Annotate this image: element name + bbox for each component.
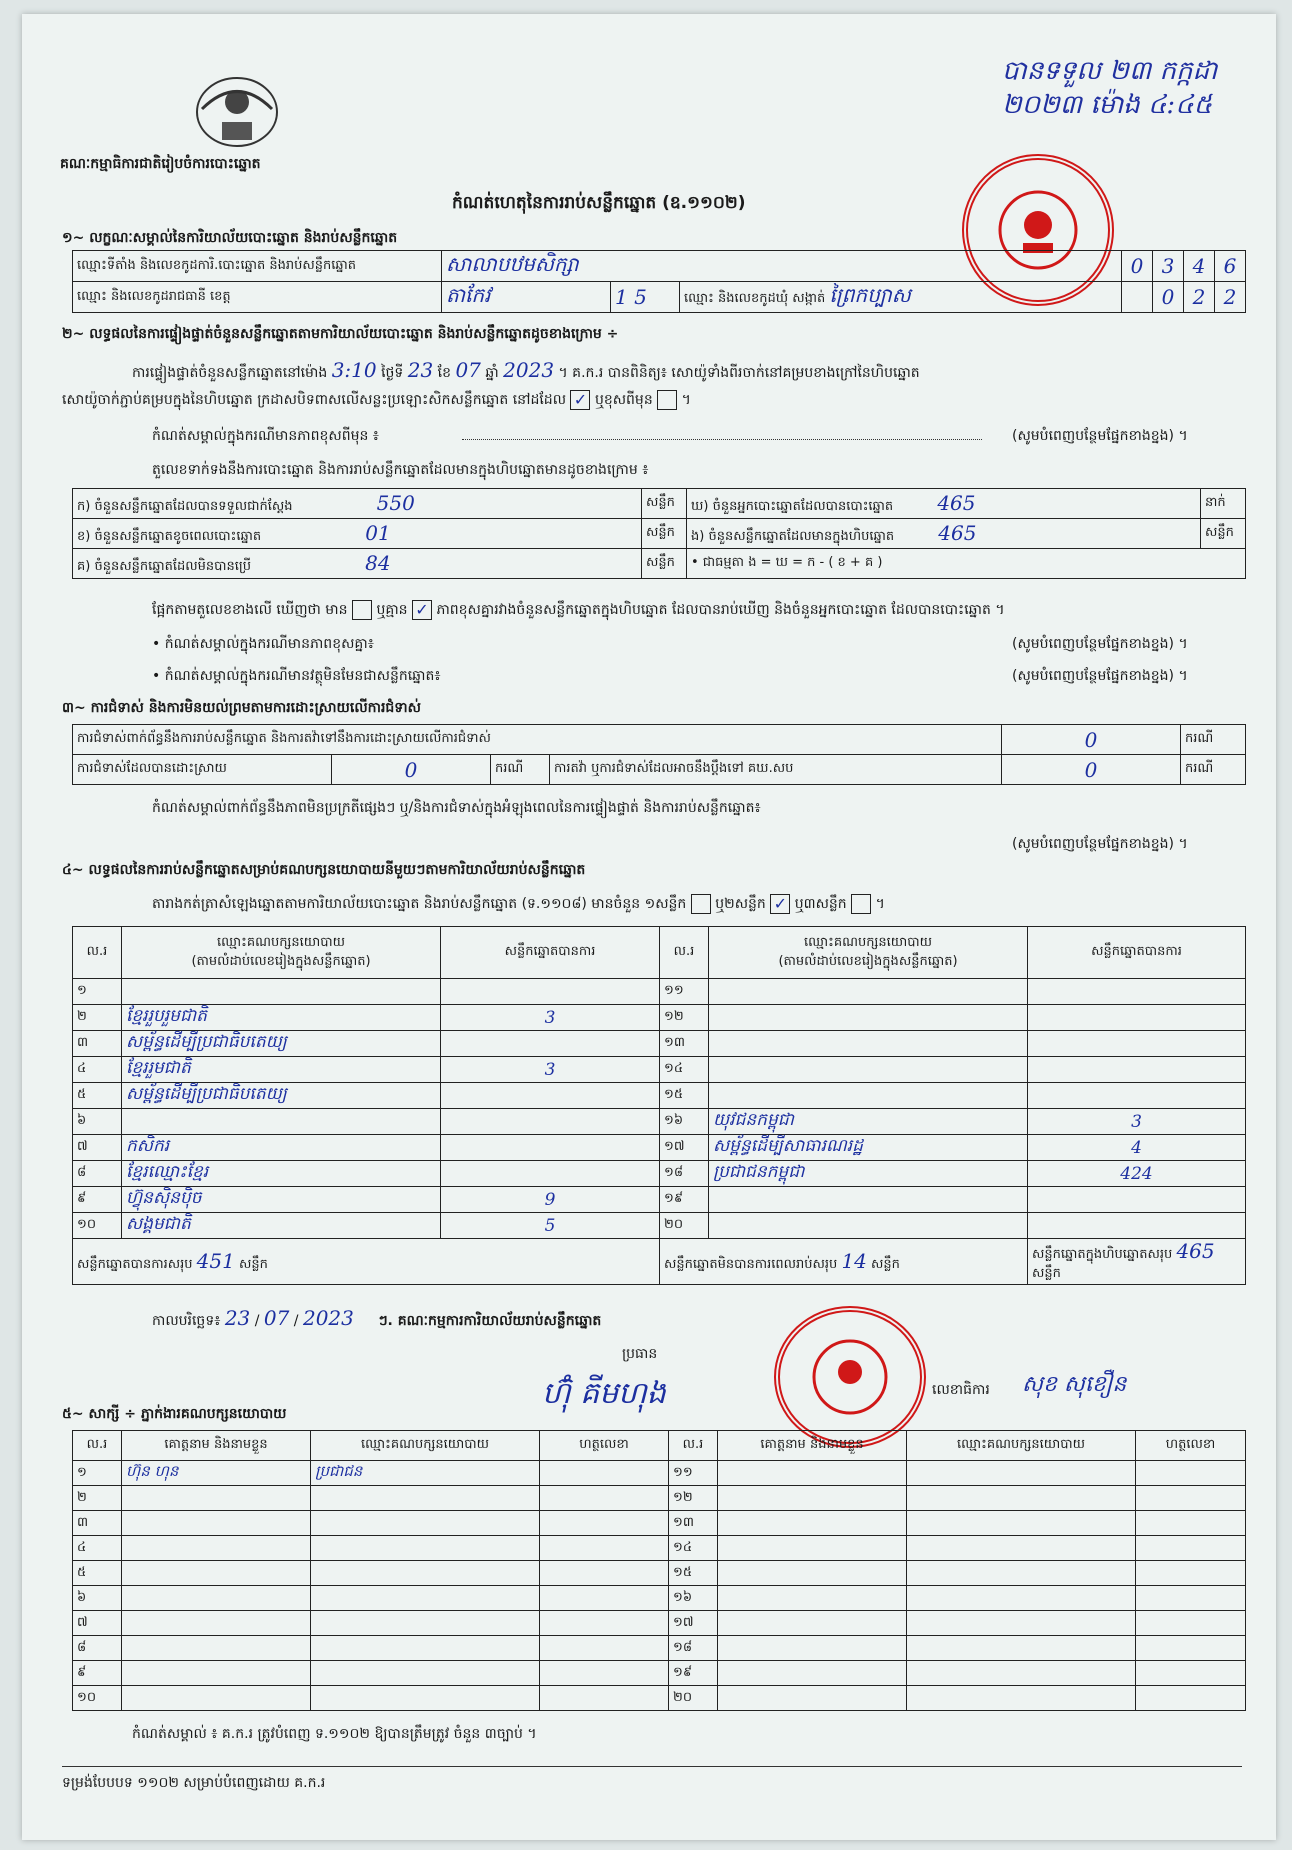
verification-month: 07 <box>455 358 481 382</box>
witness-no: ១៨ <box>669 1636 718 1661</box>
spoiled-value: 01 <box>365 520 391 545</box>
date-year: 2023 <box>302 1306 354 1330</box>
witness-party <box>907 1661 1136 1686</box>
witness-party <box>907 1461 1136 1486</box>
total-invalid-label: សន្លឹកឆ្នោតមិនបានការពេលរាប់សរុប <box>664 1256 838 1272</box>
witness-row <box>73 1586 1246 1611</box>
site-code-4: 6 <box>1215 251 1246 282</box>
commune-code-3: 2 <box>1215 282 1246 313</box>
voters-label: ឃ) ចំនួនអ្នកបោះឆ្នោតដែលបានបោះឆ្នោត <box>691 498 894 514</box>
site-code-3: 4 <box>1184 251 1215 282</box>
result-no: ២ <box>73 1005 122 1031</box>
unused-value: 84 <box>365 550 391 575</box>
result-party <box>709 1057 1028 1083</box>
section1-table <box>72 250 1246 313</box>
org-name: គណៈកម្មាធិការជាតិរៀបចំការបោះឆ្នោត <box>60 156 261 172</box>
figures-intro: តួលេខទាក់ទងនឹងការបោះឆ្នោត និងការរាប់សន្លឹកឆ្នោតដែលមានក្នុងហិបឆ្នោតមានដូចខាងក្រោម ៖ <box>152 462 649 478</box>
witness-signature <box>540 1511 669 1536</box>
result-party <box>709 1031 1028 1057</box>
verification-year: 2023 <box>503 358 555 382</box>
figures-table <box>72 488 1246 579</box>
commune-code-2: 2 <box>1184 282 1215 313</box>
verification-time-label: ការផ្ទៀងផ្ទាត់ចំនួនសន្លឹកឆ្នោតនៅម៉ោង <box>132 365 328 381</box>
witness-row <box>73 1536 1246 1561</box>
witness-row <box>73 1511 1246 1536</box>
site-code-1: 0 <box>1122 251 1153 282</box>
result-votes <box>441 1161 660 1187</box>
province-code: 1 5 <box>611 282 680 313</box>
witness-no: ២០ <box>669 1686 718 1711</box>
in-box-label: ង) ចំនួនសន្លឹកឆ្នោតដែលមានក្នុងហិបឆ្នោត <box>691 528 895 544</box>
witness-signature <box>540 1611 669 1636</box>
date-line: កាលបរិច្ឆេទ៖ 23 / 07 / 2023 ៗ. គណៈកម្មការការិយាល័យរាប់សន្លឹកឆ្នោត <box>152 1306 602 1330</box>
result-votes <box>1028 979 1246 1005</box>
section2-heading: ២~ លទ្ធផលនៃការផ្ទៀងផ្ទាត់ចំនួនសន្លឹកឆ្នោតតាមការិយាល័យបោះឆ្នោត និងរាប់សន្លឹកឆ្នោតដូចខាងក្រោម ÷ <box>62 326 619 342</box>
commune-code-1: 0 <box>1153 282 1184 313</box>
witness-signature <box>1136 1661 1246 1686</box>
total-valid-value: 451 <box>196 1248 235 1273</box>
result-no: ១៦ <box>660 1109 709 1135</box>
result-no: ១១ <box>660 979 709 1005</box>
committee-stamp <box>774 1306 926 1448</box>
witness-name <box>122 1561 311 1586</box>
verification-line2: សោយ៉ូចាក់ភ្ជាប់គម្របក្នុងនៃហិបឆ្នោត ក្រដាសបិទពាសលើសន្លះប្រឡោះសិកសន្លឹកឆ្នោត នៅដដែល ✓ ឬខុសពីមុន ។ <box>62 390 691 409</box>
col-no-right: ល.រ <box>660 927 709 979</box>
verification-line1 <box>132 358 1242 384</box>
result-votes: 3 <box>1028 1109 1246 1135</box>
witness-name <box>122 1486 311 1511</box>
result-no: ១៤ <box>660 1057 709 1083</box>
col-votes-left: សន្លឹកឆ្នោតបានការ <box>441 927 660 979</box>
results-row <box>73 1135 1246 1161</box>
tally-two-label: ឬ២សន្លឹក <box>715 896 766 912</box>
witness-party <box>907 1686 1136 1711</box>
spoiled-label: ខ) ចំនួនសន្លឹកឆ្នោតខូចពេលបោះឆ្នោត <box>77 528 262 544</box>
verification-line2-text: សោយ៉ូចាក់ភ្ជាប់គម្របក្នុងនៃហិបឆ្នោត ក្រដាសបិទពាសលើសន្លះប្រឡោះសិកសន្លឹកឆ្នោត នៅដដែល <box>62 392 567 408</box>
w-col-no-left: ល.រ <box>73 1431 122 1461</box>
result-party <box>709 1187 1028 1213</box>
witness-signature <box>1136 1536 1246 1561</box>
unused-unit: សន្លឹក <box>642 549 687 579</box>
total-valid-label: សន្លឹកឆ្នោតបានការសរុប <box>77 1256 193 1272</box>
witness-name <box>718 1486 907 1511</box>
witness-no: ១៦ <box>669 1586 718 1611</box>
result-party: សម្ព័ន្ធដើម្បីប្រជាធិបតេយ្យ <box>122 1031 441 1057</box>
date-label: កាលបរិច្ឆេទ៖ <box>152 1313 221 1329</box>
section4-heading: ៤~ លទ្ធផលនៃការរាប់សន្លឹកឆ្នោតសម្រាប់គណបក្សនយោបាយនីមួយៗតាមការិយាល័យរាប់សន្លឹកឆ្នោត <box>62 862 586 878</box>
objections-total-label: ការជំទាស់ពាក់ព័ន្ធនឹងការរាប់សន្លឹកឆ្នោត និងការតវ៉ាទៅនឹងការដោះស្រាយលើការជំទាស់ <box>73 725 1002 755</box>
col-party-left-sub: (តាមលំដាប់លេខរៀងក្នុងសន្លឹកឆ្នោត) <box>191 953 371 969</box>
result-party: កសិករ <box>122 1135 441 1161</box>
result-votes: 5 <box>441 1213 660 1239</box>
witness-no: ១៤ <box>669 1536 718 1561</box>
witness-name <box>122 1536 311 1561</box>
witness-party <box>311 1661 540 1686</box>
witness-party <box>311 1561 540 1586</box>
result-votes <box>1028 1031 1246 1057</box>
secretary-label: លេខាធិការ <box>932 1382 990 1398</box>
verification-day-label: ថ្ងៃទី <box>381 365 404 381</box>
section3-heading: ៣~ ការជំទាស់ និងការមិនយល់ព្រមតាមការដោះស្រាយលើការជំទាស់ <box>62 700 421 716</box>
tally-one-label: តារាងកត់ត្រាសំឡេងឆ្នោតតាមការិយាល័យបោះឆ្នោត និងរាប់សន្លឹកឆ្នោត (ទ.១១០៨) មានចំនួន ១សន្លឹក <box>152 896 687 912</box>
result-votes <box>1028 1057 1246 1083</box>
witness-name <box>718 1561 907 1586</box>
result-votes <box>441 1031 660 1057</box>
results-row <box>73 1031 1246 1057</box>
witness-party <box>311 1611 540 1636</box>
difference-yes-label: ផ្អែកតាមតួលេខខាងលើ ឃើញថា មាន <box>152 602 348 618</box>
results-row <box>73 1005 1246 1031</box>
difference-tail: ភាពខុសគ្នារវាងចំនួនសន្លឹកឆ្នោតក្នុងហិបឆ្នោត ដែលបានរាប់ឃើញ និងចំនួនអ្នកបោះឆ្នោត ដែលបានបោះឆ្នោត ។ <box>436 602 1005 618</box>
province-value: តាកែវ <box>442 282 611 313</box>
witness-name <box>718 1611 907 1636</box>
witness-party <box>311 1636 540 1661</box>
commune-label: ឈ្មោះ និងលេខកូដឃុំ សង្កាត់ <box>684 291 826 306</box>
date-month: 07 <box>263 1306 290 1330</box>
in-box-value: 465 <box>938 520 977 545</box>
result-no: ១២ <box>660 1005 709 1031</box>
result-party <box>709 1005 1028 1031</box>
col-party-right-sub: (តាមលំដាប់លេខរៀងក្នុងសន្លឹកឆ្នោត) <box>778 953 958 969</box>
irregularity-note: កំណត់សម្គាល់ពាក់ព័ន្ធនឹងភាពមិនប្រក្រតីផ្សេងៗ ឬ/និងការជំទាស់ក្នុងអំឡុងពេលនៃការផ្ទៀងផ្ទាត់ និងការរាប់សន្លឹកឆ្នោត៖ <box>152 800 761 816</box>
col-party-right-title: ឈ្មោះគណបក្សនយោបាយ <box>804 934 932 950</box>
witness-name <box>122 1586 311 1611</box>
witness-table <box>72 1430 1246 1711</box>
result-no: ៧ <box>73 1135 122 1161</box>
tally-three-label: ឬ៣សន្លឹក <box>794 896 847 912</box>
result-party: សម្ព័ន្ធដើម្បីសាធារណរដ្ឋ <box>709 1135 1028 1161</box>
witness-name <box>122 1611 311 1636</box>
witness-row <box>73 1661 1246 1686</box>
result-party <box>709 1083 1028 1109</box>
resolved-unit: ករណី <box>491 755 550 785</box>
w-col-sign-right: ហត្ថលេខា <box>1136 1431 1246 1461</box>
results-row <box>73 1213 1246 1239</box>
results-row <box>73 1109 1246 1135</box>
resolved-value: 0 <box>332 755 491 785</box>
total-box-label: សន្លឹកឆ្នោតក្នុងហិបឆ្នោតសរុប <box>1032 1247 1173 1262</box>
witness-row <box>73 1686 1246 1711</box>
witness-signature <box>1136 1611 1246 1636</box>
objections-total-unit: ករណី <box>1181 725 1246 755</box>
verification-line1-tail: ។ គ.ក.រ បានពិនិត្យ៖ សោយ៉ូទាំងពីរចាក់នៅគម្របខាងក្រៅនៃហិបឆ្នោត <box>558 365 920 381</box>
col-party-left <box>122 927 441 979</box>
received-unit: សន្លឹក <box>642 489 687 519</box>
witness-no: ១២ <box>669 1486 718 1511</box>
witness-signature <box>540 1686 669 1711</box>
resolved-label: ការជំទាស់ដែលបានដោះស្រាយ <box>73 755 332 785</box>
witness-party <box>907 1536 1136 1561</box>
result-no: ៨ <box>73 1161 122 1187</box>
witness-no: ១៣ <box>669 1511 718 1536</box>
witness-name <box>718 1686 907 1711</box>
witness-party <box>907 1511 1136 1536</box>
verification-year-label: ឆ្នាំ <box>485 365 499 381</box>
fill-back-note-4: (សូមបំពេញបន្ថែមផ្នែកខាងខ្នង) ។ <box>1012 836 1188 852</box>
document-page <box>22 14 1276 1840</box>
witness-signature <box>540 1536 669 1561</box>
result-party: ខ្មែររួមជាតិ <box>122 1057 441 1083</box>
witness-party <box>311 1586 540 1611</box>
result-party: ហ៊្វុនស៊ិនប៉ិច <box>122 1187 441 1213</box>
appeal-label: ការតវ៉ា ឬការជំទាស់ដែលអាចនឹងប្តឹងទៅ គឃ.សប <box>550 755 1002 785</box>
result-party <box>709 1213 1028 1239</box>
result-party: យុវជនកម្ពុជា <box>709 1109 1028 1135</box>
results-row <box>73 979 1246 1005</box>
witness-signature <box>1136 1561 1246 1586</box>
tally-two-checkbox[interactable]: ✓ <box>770 894 790 914</box>
witness-row <box>73 1636 1246 1661</box>
result-party: សង្គមជាតិ <box>122 1213 441 1239</box>
col-votes-right: សន្លឹកឆ្នោតបានការ <box>1028 927 1246 979</box>
results-row <box>73 1161 1246 1187</box>
spoiled-unit: សន្លឹក <box>642 519 687 549</box>
result-votes <box>1028 1187 1246 1213</box>
witness-party <box>907 1636 1136 1661</box>
verification-month-label: ខែ <box>437 365 451 381</box>
form-title: កំណត់ហេតុនៃការរាប់សន្លឹកឆ្នោត (ឧ.១១០២) <box>452 193 746 213</box>
result-no: ១ <box>73 979 122 1005</box>
result-no: ១៣ <box>660 1031 709 1057</box>
result-votes: 3 <box>441 1005 660 1031</box>
different-label: ឬខុសពីមុន <box>594 392 653 408</box>
witness-signature <box>1136 1686 1246 1711</box>
appeal-unit: ករណី <box>1181 755 1246 785</box>
witness-party <box>311 1536 540 1561</box>
witness-name: ហ៊ុន ហុន <box>122 1461 311 1486</box>
result-no: ១៥ <box>660 1083 709 1109</box>
witness-party <box>311 1486 540 1511</box>
total-valid-unit: សន្លឹក <box>239 1256 268 1272</box>
commune-value: ព្រៃកប្បាស <box>829 283 911 307</box>
footer: ទម្រង់បែបបទ ១១០២ សម្រាប់បំពេញដោយ គ.ក.រ <box>62 1766 1242 1794</box>
witness-signature <box>540 1561 669 1586</box>
fill-back-note-3: (សូមបំពេញបន្ថែមផ្នែកខាងខ្នង) ។ <box>1012 668 1188 684</box>
result-votes <box>441 979 660 1005</box>
tally-one-checkbox[interactable] <box>691 894 711 914</box>
witness-no: ១០ <box>73 1686 122 1711</box>
difference-no-checkbox[interactable]: ✓ <box>412 600 432 620</box>
committee-stamp-emblem-icon <box>805 1332 895 1422</box>
received-label: ក) ចំនួនសន្លឹកឆ្នោតដែលបានទទួលជាក់ស្តែង <box>77 498 293 514</box>
result-no: ១៨ <box>660 1161 709 1187</box>
witness-no: ៨ <box>73 1636 122 1661</box>
result-party <box>709 979 1028 1005</box>
witness-row <box>73 1611 1246 1636</box>
fill-back-note-1: (សូមបំពេញបន្ថែមផ្នែកខាងខ្នង) ។ <box>1012 428 1188 444</box>
w-col-name-left: គោត្តនាម និងនាមខ្លួន <box>122 1431 311 1461</box>
witness-name <box>718 1636 907 1661</box>
result-no: ៥ <box>73 1083 122 1109</box>
witness-party <box>311 1686 540 1711</box>
section5-heading: ៥~ សាក្សី ÷ ភ្នាក់ងារគណបក្សនយោបាយ <box>62 1406 287 1422</box>
witness-row <box>73 1486 1246 1511</box>
col-party-right <box>709 927 1028 979</box>
witness-no: ១៥ <box>669 1561 718 1586</box>
w-col-sign-left: ហត្ថលេខា <box>540 1431 669 1461</box>
tally-three-checkbox[interactable] <box>851 894 871 914</box>
witness-name <box>122 1661 311 1686</box>
result-party: ខ្មែររួបរួមជាតិ <box>122 1005 441 1031</box>
witness-name <box>122 1686 311 1711</box>
col-no-left: ល.រ <box>73 927 122 979</box>
tally-sheet-line: តារាងកត់ត្រាសំឡេងឆ្នោតតាមការិយាល័យបោះឆ្នោត និងរាប់សន្លឹកឆ្នោត (ទ.១១០៨) មានចំនួន ១សន្លឹក ឬ២សន្លឹក ✓ ឬ៣សន្លឹក ។ <box>152 894 885 913</box>
result-no: ១៩ <box>660 1187 709 1213</box>
total-box-value: 465 <box>1176 1239 1215 1263</box>
site-code-2: 3 <box>1153 251 1184 282</box>
diff-note-label: កំណត់សម្គាល់ក្នុងករណីមានភាពខុសពីមុន ៖ <box>152 428 379 444</box>
result-votes <box>441 1135 660 1161</box>
witness-no: ៩ <box>73 1661 122 1686</box>
witness-signature <box>1136 1461 1246 1486</box>
w-col-party-right: ឈ្មោះគណបក្សនយោបាយ <box>907 1431 1136 1461</box>
same-checkbox[interactable]: ✓ <box>570 390 590 410</box>
received-value: 550 <box>376 490 415 515</box>
in-box-unit: សន្លឹក <box>1201 519 1246 549</box>
fill-back-note-2: (សូមបំពេញបន្ថែមផ្នែកខាងខ្នង) ។ <box>1012 636 1188 652</box>
result-no: ៤ <box>73 1057 122 1083</box>
witness-party: ប្រជាជន <box>311 1461 540 1486</box>
foreign-object-label: • កំណត់សម្គាល់ក្នុងករណីមានវត្ថុមិនមែនជាសន្លឹកឆ្នោត៖ <box>152 668 441 684</box>
witness-signature <box>540 1461 669 1486</box>
objections-table <box>72 724 1246 785</box>
result-votes: 424 <box>1028 1161 1246 1187</box>
witness-no: ១ <box>73 1461 122 1486</box>
result-votes <box>441 1109 660 1135</box>
nec-emblem-icon <box>182 64 292 154</box>
site-label: ឈ្មោះទីតាំង និងលេខកូដការិ.បោះឆ្នោត និងរាប់សន្លឹកឆ្នោត <box>73 251 442 282</box>
witness-party <box>907 1586 1136 1611</box>
date-day: 23 <box>224 1306 251 1330</box>
voters-unit: នាក់ <box>1201 489 1246 519</box>
witness-party <box>907 1611 1136 1636</box>
result-votes: 4 <box>1028 1135 1246 1161</box>
result-no: ៩ <box>73 1187 122 1213</box>
results-table <box>72 926 1246 1285</box>
witness-signature <box>540 1636 669 1661</box>
result-votes: 3 <box>441 1057 660 1083</box>
president-label: ប្រធាន <box>622 1346 658 1362</box>
objections-total-value: 0 <box>1002 725 1181 755</box>
col-party-left-title: ឈ្មោះគណបក្សនយោបាយ <box>217 934 345 950</box>
received-note: បានទទួល ២៣ កក្កដា ២០២៣ ម៉ោង ៤:៤៥ <box>1002 56 1218 120</box>
result-votes <box>1028 1213 1246 1239</box>
witness-no: ១៩ <box>669 1661 718 1686</box>
witness-no: ១១ <box>669 1461 718 1486</box>
witness-signature <box>1136 1511 1246 1536</box>
witness-no: ៤ <box>73 1536 122 1561</box>
witness-name <box>718 1661 907 1686</box>
witness-signature <box>1136 1486 1246 1511</box>
witness-party <box>311 1511 540 1536</box>
witness-no: ៦ <box>73 1586 122 1611</box>
witness-row <box>73 1461 1246 1486</box>
result-party: សម្ព័ន្ធដើម្បីប្រជាធិបតេយ្យ <box>122 1083 441 1109</box>
section1-heading: ១~ លក្ខណៈសម្គាល់នៃការិយាល័យបោះឆ្នោត និងរាប់សន្លឹកឆ្នោត <box>62 230 398 246</box>
witness-name <box>718 1586 907 1611</box>
witness-name <box>122 1636 311 1661</box>
witness-no: ២ <box>73 1486 122 1511</box>
result-no: ៣ <box>73 1031 122 1057</box>
result-party <box>122 979 441 1005</box>
witness-no: ៣ <box>73 1511 122 1536</box>
witness-note: កំណត់សម្គាល់ ៖ គ.ក.រ ត្រូវបំពេញ ទ.១១០២ ឱ្យបានត្រឹមត្រូវ ចំនួន ៣ច្បាប់ ។ <box>132 1726 537 1742</box>
president-signature: ហ៊ុំ គីមហុង <box>542 1376 666 1411</box>
witness-name <box>718 1511 907 1536</box>
witness-no: ១៧ <box>669 1611 718 1636</box>
different-checkbox[interactable] <box>657 390 677 410</box>
witness-party <box>907 1486 1136 1511</box>
verification-time: 3:10 <box>331 358 377 382</box>
total-box-unit: សន្លឹក <box>1032 1266 1061 1281</box>
witness-signature <box>540 1586 669 1611</box>
difference-line <box>152 600 1242 621</box>
unused-label: គ) ចំនួនសន្លឹកឆ្នោតដែលមិនបានប្រើ <box>77 558 251 574</box>
witness-name <box>122 1511 311 1536</box>
result-party <box>122 1109 441 1135</box>
results-row <box>73 1057 1246 1083</box>
verification-day: 23 <box>407 358 434 382</box>
total-invalid-unit: សន្លឹក <box>871 1256 900 1272</box>
result-votes <box>1028 1083 1246 1109</box>
witness-signature <box>1136 1586 1246 1611</box>
result-no: ២០ <box>660 1213 709 1239</box>
result-party: ប្រជាជនកម្ពុជា <box>709 1161 1028 1187</box>
witness-name <box>718 1461 907 1486</box>
difference-no-label: ឬគ្មាន <box>376 602 408 618</box>
result-votes: 9 <box>441 1187 660 1213</box>
w-col-no-right: ល.រ <box>669 1431 718 1461</box>
result-party: ខ្មែរឈ្មោះខ្មែរ <box>122 1161 441 1187</box>
result-votes <box>441 1083 660 1109</box>
voters-value: 465 <box>937 490 976 515</box>
witness-signature <box>540 1661 669 1686</box>
witness-signature <box>1136 1636 1246 1661</box>
result-votes <box>1028 1005 1246 1031</box>
site-value: សាលាបឋមសិក្សា <box>442 251 1122 282</box>
witness-row <box>73 1561 1246 1586</box>
witness-no: ៧ <box>73 1611 122 1636</box>
committee-label: ៗ. គណៈកម្មការការិយាល័យរាប់សន្លឹកឆ្នោត <box>378 1313 602 1329</box>
witness-party <box>907 1561 1136 1586</box>
results-row <box>73 1083 1246 1109</box>
result-no: ៦ <box>73 1109 122 1135</box>
secretary-signature: សុខ សុខឿន <box>1022 1372 1127 1397</box>
result-no: ១០ <box>73 1213 122 1239</box>
result-no: ១៧ <box>660 1135 709 1161</box>
mismatch-note-label: • កំណត់សម្គាល់ក្នុងករណីមានភាពខុសគ្នា៖ <box>152 636 374 652</box>
appeal-value: 0 <box>1002 755 1181 785</box>
w-col-name-right: គោត្តនាម និងនាមខ្លួន <box>718 1431 907 1461</box>
witness-no: ៥ <box>73 1561 122 1586</box>
witness-signature <box>540 1486 669 1511</box>
province-label: ឈ្មោះ និងលេខកូដរាជធានី ខេត្ត <box>73 282 442 313</box>
difference-yes-checkbox[interactable] <box>352 600 372 620</box>
formula: • ជាធម្មតា ង = ឃ = ក - ( ខ + គ ) <box>687 549 1246 579</box>
w-col-party-left: ឈ្មោះគណបក្សនយោបាយ <box>311 1431 540 1461</box>
diff-note-line[interactable] <box>462 428 992 444</box>
results-row <box>73 1187 1246 1213</box>
witness-name <box>718 1536 907 1561</box>
total-invalid-value: 14 <box>841 1248 867 1273</box>
